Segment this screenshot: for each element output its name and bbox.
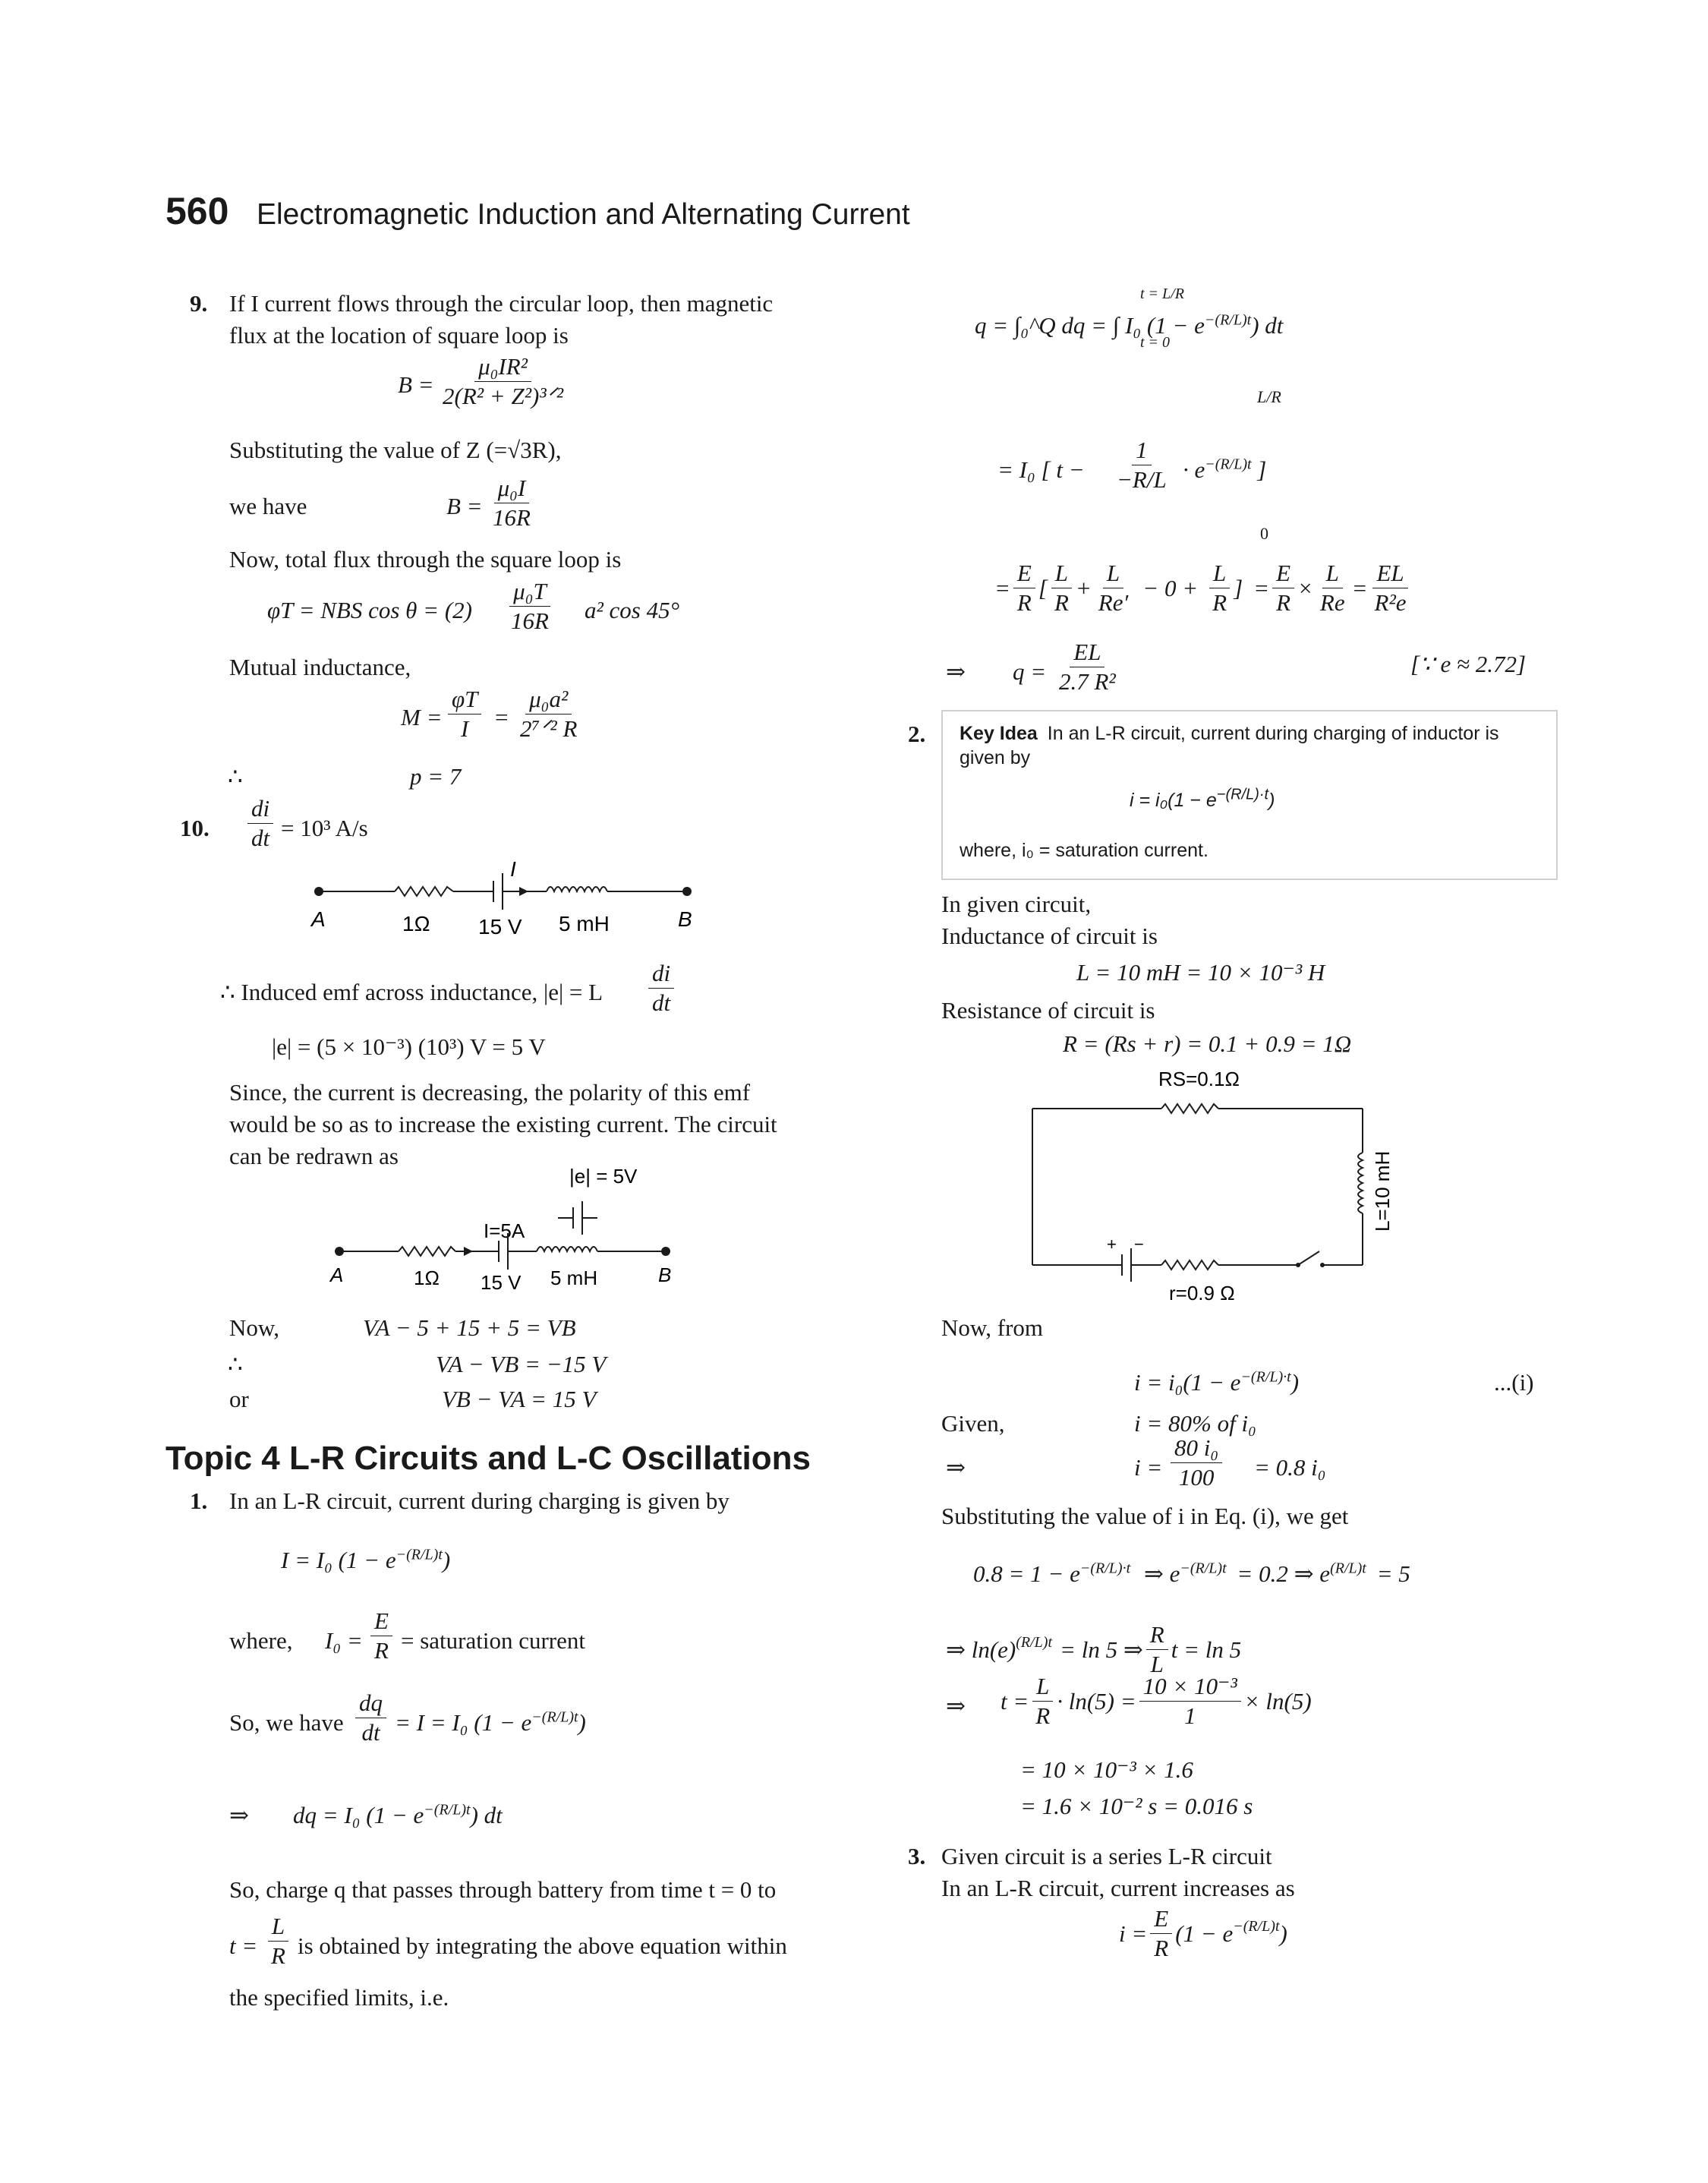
- current-arrow-icon: [519, 887, 528, 896]
- where-label: where,: [229, 1627, 293, 1654]
- s3-den: R: [1035, 1702, 1051, 1729]
- eq-phi-fraction: [504, 579, 556, 634]
- eq-step3-f6d: Re: [1319, 589, 1345, 616]
- c2-label-B: B: [658, 1263, 672, 1286]
- now-equation: VA − 5 + 15 + 5 = VB: [363, 1314, 576, 1341]
- eq-dqdt-fraction: [352, 1690, 389, 1746]
- eq-M-f1-num: φT: [448, 686, 481, 715]
- q10-number: 10.: [180, 815, 210, 841]
- eq-q-base: q = ∫₀^Q dq = ∫ I₀ (1 − e: [975, 312, 1205, 339]
- c1-label-L: 5 mH: [559, 912, 610, 935]
- eq-step3-f2d: R: [1054, 589, 1069, 616]
- eq-I0-lhs: I₀ =: [325, 1627, 363, 1654]
- circuit-diagram-2: [323, 1162, 702, 1298]
- eq-step3-f7d: R²e: [1374, 589, 1407, 616]
- eq-step3-f1n: E: [1013, 560, 1035, 588]
- eq-M-f2-den: 2⁷ᐟ² R: [520, 715, 578, 742]
- s2-line: ⇒ ln(e) (R/L)t = ln 5 ⇒ $\frac{R}{L}$ t = ln 5: [946, 1621, 1242, 1677]
- so-fraction: [264, 1913, 292, 1969]
- eq-step3-f4d: R: [1212, 589, 1227, 616]
- eq-B-lhs: B =: [398, 371, 434, 398]
- bracket-upper-limit: L/R: [1257, 387, 1281, 406]
- eq-M-f2-num: μ₀a²: [525, 686, 572, 715]
- c2-label-R: 1Ω: [414, 1267, 440, 1289]
- so-den: R: [271, 1942, 285, 1969]
- s2-b: = ln 5 ⇒: [1060, 1636, 1143, 1663]
- eq-step3-eq1: =: [994, 574, 1010, 601]
- given-label: Given,: [941, 1410, 1005, 1437]
- eq-step3-f7n: EL: [1372, 560, 1407, 588]
- eq-p-value: p = 7: [410, 763, 462, 790]
- c1-label-R: 1Ω: [402, 912, 430, 935]
- arrow-implies-2: ⇒: [946, 1454, 966, 1481]
- eq-step3-f1d: R: [1016, 589, 1032, 616]
- key-idea-line1: [960, 721, 1499, 746]
- c2-label-V: 15 V: [481, 1271, 522, 1294]
- eq-B-numerator: μ₀IR²: [474, 354, 531, 382]
- q9-number: 9.: [190, 290, 208, 317]
- eq-dq-integrand: [293, 1801, 503, 1830]
- subst-i-text: Substituting the value of i in Eq. (i), we get: [941, 1503, 1349, 1529]
- eq-dqdt-rhs: [395, 1708, 586, 1737]
- eq-q-end: ) dt: [1251, 312, 1284, 339]
- circuit-diagram-1: [304, 858, 714, 942]
- q-final-den: 2.7 R²: [1059, 668, 1116, 695]
- eq-I0-fraction: [367, 1608, 395, 1664]
- q-final-fraction: [1052, 639, 1123, 695]
- eq-I0-den: R: [374, 1637, 389, 1664]
- mutual-text: Mutual inductance,: [229, 654, 411, 680]
- key-eq-exp: −(R/L)·t: [1216, 786, 1269, 803]
- t1-number: 1.: [190, 1487, 208, 1514]
- q-final-num: EL: [1070, 639, 1105, 667]
- eq-step3-open: [: [1038, 574, 1048, 601]
- q-final-lhs: q =: [1013, 658, 1047, 685]
- inductor-symbol-3: [1358, 1153, 1363, 1213]
- so-we-have: So, we have: [229, 1709, 344, 1736]
- eq-dq-num: dq: [355, 1690, 386, 1718]
- c1-label-B: B: [678, 907, 692, 931]
- given-eq: i = 80% of i₀: [1134, 1410, 1256, 1437]
- eq-phi-numerator: μ₀T: [509, 579, 550, 607]
- eq-didt-fraction: [244, 796, 276, 851]
- i-rhs: = 0.8 i₀: [1254, 1454, 1326, 1481]
- eq-step2-exp: −(R/L)t: [1205, 456, 1252, 473]
- s3-arrow: ⇒: [946, 1692, 966, 1719]
- eq-step3-f2n: L: [1051, 560, 1072, 588]
- s2-den: L: [1150, 1651, 1164, 1677]
- s3-den2: 1: [1183, 1702, 1196, 1729]
- emf-den: dt: [652, 989, 671, 1016]
- eq-M-fraction2: [513, 686, 584, 742]
- eq-step3-x: ×: [1297, 574, 1313, 601]
- subst-z-text: Substituting the value of Z (=√3R),: [229, 437, 562, 463]
- eq-B2-lhs: B =: [446, 493, 483, 519]
- eq-step2-fraction: [1110, 437, 1174, 493]
- node-A-2: [335, 1247, 344, 1256]
- emf-line1: ∴ Induced emf across inductance, |e| = L: [220, 979, 603, 1005]
- rs-resistor-symbol: [1161, 1104, 1218, 1113]
- eq-i-main: [1134, 1368, 1299, 1397]
- inductor-symbol: [547, 887, 607, 891]
- lim-bot: t = 0: [1140, 334, 1171, 351]
- i-fraction: [1168, 1435, 1225, 1491]
- q3-equation: i = $\frac{E}{R}$ (1 − e −(R/L)t ): [1119, 1905, 1287, 1961]
- eq-M-fraction1: [445, 686, 484, 742]
- eq-step3-line: [994, 560, 1413, 616]
- eq-I-close: ): [442, 1547, 451, 1573]
- eq-step3-eq2: =: [1253, 574, 1270, 601]
- eq-dqdt-base: = I = I₀ (1 − e: [395, 1709, 532, 1736]
- page-number: 560: [165, 190, 229, 232]
- eq-B2-numerator: μ₀I: [494, 475, 530, 503]
- key-idea-text1: In an L-R circuit, current during charging of inductor is: [1047, 723, 1499, 744]
- eq-M-equals: =: [495, 704, 509, 730]
- eq-I0-rhs: = saturation current: [401, 1627, 586, 1654]
- arrow-implies-1: ⇒: [229, 1802, 249, 1828]
- eq-phi-rhs: a² cos 45°: [585, 597, 680, 623]
- eq-step3-f6n: L: [1322, 560, 1343, 588]
- eq-phi-lhs: φT = NBS cos θ = (2): [267, 597, 472, 623]
- i-den: 100: [1178, 1464, 1215, 1491]
- inductance-eq: L = 10 mH = 10 × 10⁻³ H: [1076, 959, 1325, 986]
- i-num: 80 i₀: [1171, 1435, 1222, 1463]
- key-idea-label: Key Idea: [960, 723, 1038, 744]
- bracket-lower-limit: 0: [1260, 524, 1268, 543]
- q3-number: 3.: [908, 1843, 926, 1869]
- so-charge-line1: So, charge q that passes through battery from time t = 0 to: [229, 1876, 777, 1903]
- s3-b: · ln(5) =: [1057, 1687, 1136, 1715]
- current-arrow-icon-2: [464, 1247, 473, 1256]
- s4-line: = 10 × 10⁻³ × 1.6: [1020, 1756, 1193, 1783]
- eq-step2-e: · e: [1183, 456, 1205, 483]
- so-t-eq: t =: [229, 1932, 258, 1959]
- eq-step3-mid: − 0 +: [1142, 574, 1199, 601]
- c3-label-r: r=0.9 Ω: [1169, 1282, 1235, 1304]
- q9-line1: If I current flows through the circular loop, then magnetic: [229, 290, 774, 317]
- eq-step3-f3d: Re′: [1098, 589, 1129, 616]
- eq-didt-value: = 10³ A/s: [281, 815, 368, 841]
- resistance-eq: R = (Rs + r) = 0.1 + 0.9 = 1Ω: [1063, 1030, 1352, 1057]
- s5-line: = 1.6 × 10⁻² s = 0.016 s: [1020, 1793, 1253, 1819]
- eq-dq-den: dt: [361, 1719, 380, 1746]
- eq-B-fraction: [436, 354, 570, 409]
- node-B: [682, 887, 692, 896]
- q3-line2: In an L-R circuit, current increases as: [941, 1875, 1295, 1901]
- s1-b: ⇒ e: [1143, 1560, 1180, 1587]
- eq-B2-denominator: 16R: [493, 504, 531, 531]
- c2-label-e: |e| = 5V: [569, 1165, 638, 1188]
- s2-a: ⇒ ln(e): [946, 1636, 1016, 1663]
- eq-didt-den: dt: [251, 825, 270, 851]
- c3-label-L: L=10 mH: [1371, 1150, 1394, 1232]
- eq-step3-plus: +: [1075, 574, 1092, 601]
- s3-t: t =: [1001, 1687, 1029, 1715]
- key-eq-close: ): [1268, 790, 1275, 811]
- cell-battery-symbol: [1107, 1235, 1144, 1282]
- eq-i-base: i = i₀(1 − e: [1134, 1369, 1241, 1396]
- eq-i-exp: −(R/L)·t: [1240, 1368, 1291, 1386]
- s1-exp3: (R/L)t: [1330, 1560, 1366, 1577]
- svg-text:−: −: [1134, 1235, 1144, 1254]
- so-charge-line3: the specified limits, i.e.: [229, 1984, 449, 2011]
- or-label: or: [229, 1386, 249, 1412]
- s1-c: = 0.2 ⇒ e: [1237, 1560, 1331, 1587]
- eq-I-base: I = I₀ (1 − e: [281, 1547, 396, 1573]
- inductance-label: Inductance of circuit is: [941, 923, 1158, 949]
- node-B-2: [661, 1247, 670, 1256]
- c2-label-A: A: [330, 1263, 344, 1286]
- s3-line: [1001, 1674, 1312, 1729]
- eq-step2-den: −R/L: [1117, 466, 1167, 493]
- eq-step2-close: ]: [1251, 456, 1267, 483]
- q3-line1: Given circuit is a series L-R circuit: [941, 1843, 1272, 1869]
- or-equation: VB − VA = 15 V: [442, 1386, 597, 1412]
- q-final-note: [∵ e ≈ 2.72]: [1410, 651, 1527, 677]
- s2-num: R: [1146, 1622, 1168, 1650]
- eq-M-f1-den: I: [461, 715, 469, 742]
- eq-phi-denominator: 16R: [511, 607, 549, 634]
- i-lhs: i =: [1134, 1454, 1163, 1481]
- eq-step3-f3n: L: [1103, 560, 1123, 588]
- emf-battery-symbol: [558, 1201, 597, 1235]
- topic-heading: Topic 4 L-R Circuits and L-C Oscillations: [165, 1440, 811, 1477]
- eq-dqdt-exp: −(R/L)t: [531, 1708, 578, 1726]
- eq-I-exp: −(R/L)t: [395, 1546, 443, 1563]
- so-charge-line2: is obtained by integrating the above equation within: [298, 1932, 787, 1959]
- c2-label-I: I=5A: [484, 1219, 525, 1242]
- q3-den-f: R: [1154, 1935, 1169, 1961]
- s2-c: t = ln 5: [1171, 1636, 1242, 1663]
- s1-line: [973, 1560, 1410, 1588]
- now-from-text: Now, from: [941, 1314, 1044, 1341]
- s3-num2: 10 × 10⁻³: [1139, 1674, 1241, 1702]
- lim-top: t = L/R: [1140, 285, 1184, 302]
- eq-q-integral: [975, 311, 1283, 340]
- eq-B2-fraction: [486, 475, 537, 531]
- inductor-symbol-2: [537, 1247, 597, 1251]
- since-line2: would be so as to increase the existing current. The circuit: [229, 1111, 777, 1137]
- eq-dq2-end: ) dt: [470, 1802, 503, 1828]
- s3-c: × ln(5): [1243, 1687, 1312, 1715]
- s1-d: = 5: [1376, 1560, 1410, 1587]
- chapter-title: Electromagnetic Induction and Alternating Current: [257, 198, 910, 231]
- key-idea-equation: [1130, 788, 1275, 812]
- eq-q-exp: −(R/L)t: [1204, 311, 1252, 329]
- eq-I0-num: E: [370, 1608, 392, 1636]
- c1-label-A: A: [311, 907, 326, 931]
- eq-step3-eq3: =: [1351, 574, 1368, 601]
- switch-symbol: [1296, 1251, 1325, 1267]
- emf-line2: |e| = (5 × 10⁻³) (10³) V = 5 V: [272, 1033, 546, 1060]
- eq-dqdt-close: ): [578, 1709, 586, 1736]
- therefore-equation: VA − VB = −15 V: [436, 1351, 607, 1377]
- now-label: Now,: [229, 1314, 280, 1341]
- since-line1: Since, the current is decreasing, the polarity of this emf: [229, 1079, 751, 1106]
- therefore-symbol: ∴: [228, 763, 243, 790]
- q3-close: ): [1279, 1920, 1287, 1947]
- given-circuit-text: In given circuit,: [941, 891, 1092, 917]
- q3-rhs: (1 − e: [1175, 1920, 1234, 1947]
- svg-text:+: +: [1107, 1235, 1117, 1254]
- emf-num: di: [648, 961, 674, 989]
- s3-num: L: [1032, 1674, 1053, 1702]
- so-num: L: [268, 1913, 288, 1942]
- total-flux-text: Now, total flux through the square loop is: [229, 546, 622, 573]
- emf-fraction: [645, 961, 677, 1016]
- q3-lhs: i =: [1119, 1920, 1148, 1947]
- eq-step3-close: ]: [1234, 574, 1243, 601]
- q-final-arrow: ⇒: [946, 658, 966, 685]
- eq-dq2-base: dq = I₀ (1 − e: [293, 1802, 424, 1828]
- battery-symbol: [493, 873, 503, 910]
- eq-didt-num: di: [247, 796, 273, 824]
- c2-label-L: 5 mH: [550, 1267, 598, 1289]
- key-idea-where: where, i₀ = saturation current.: [960, 840, 1209, 861]
- s1-exp: −(R/L)·t: [1079, 1560, 1131, 1577]
- eq-step3-f5n: E: [1272, 560, 1294, 588]
- eq-step2-end: [1183, 456, 1266, 484]
- circuit-diagram-3: [1010, 1063, 1404, 1306]
- we-have-text: we have: [229, 493, 307, 519]
- c1-label-V: 15 V: [478, 915, 522, 939]
- resistor-symbol: [395, 887, 453, 896]
- key-idea-line2: given by: [960, 747, 1031, 768]
- q2-number: 2.: [908, 721, 926, 747]
- eq-step3-f4n: L: [1209, 560, 1230, 588]
- key-eq-base: i = i₀(1 − e: [1130, 790, 1217, 811]
- therefore-label: ∴: [228, 1351, 243, 1377]
- since-line3: can be redrawn as: [229, 1143, 399, 1169]
- eq-i-tag: ...(i): [1494, 1369, 1534, 1396]
- c1-label-I: I: [510, 858, 516, 881]
- eq-M-lhs: M =: [401, 704, 443, 730]
- resistor-symbol-2: [399, 1247, 455, 1256]
- t1-line1: In an L-R circuit, current during charging is given by: [229, 1487, 730, 1514]
- eq-I-charging: [281, 1546, 450, 1575]
- c3-label-Rs: RS=0.1Ω: [1158, 1068, 1240, 1090]
- eq-step3-f5d: R: [1276, 589, 1290, 616]
- s1-exp2: −(R/L)t: [1180, 1560, 1227, 1577]
- q9-line2: flux at the location of square loop is: [229, 322, 569, 349]
- resistance-label: Resistance of circuit is: [941, 997, 1155, 1024]
- r-resistor-symbol: [1161, 1260, 1218, 1270]
- node-A: [314, 887, 323, 896]
- eq-dq2-exp: −(R/L)t: [424, 1801, 471, 1819]
- eq-step2-lhs: = I₀ [ t −: [997, 456, 1085, 483]
- eq-B-denominator: 2(R² + Z²)³ᐟ²: [443, 383, 564, 409]
- s1-a: 0.8 = 1 − e: [973, 1560, 1080, 1587]
- eq-i-close: ): [1290, 1369, 1300, 1396]
- q3-num-f: E: [1150, 1906, 1172, 1934]
- eq-step2-num: 1: [1132, 437, 1152, 465]
